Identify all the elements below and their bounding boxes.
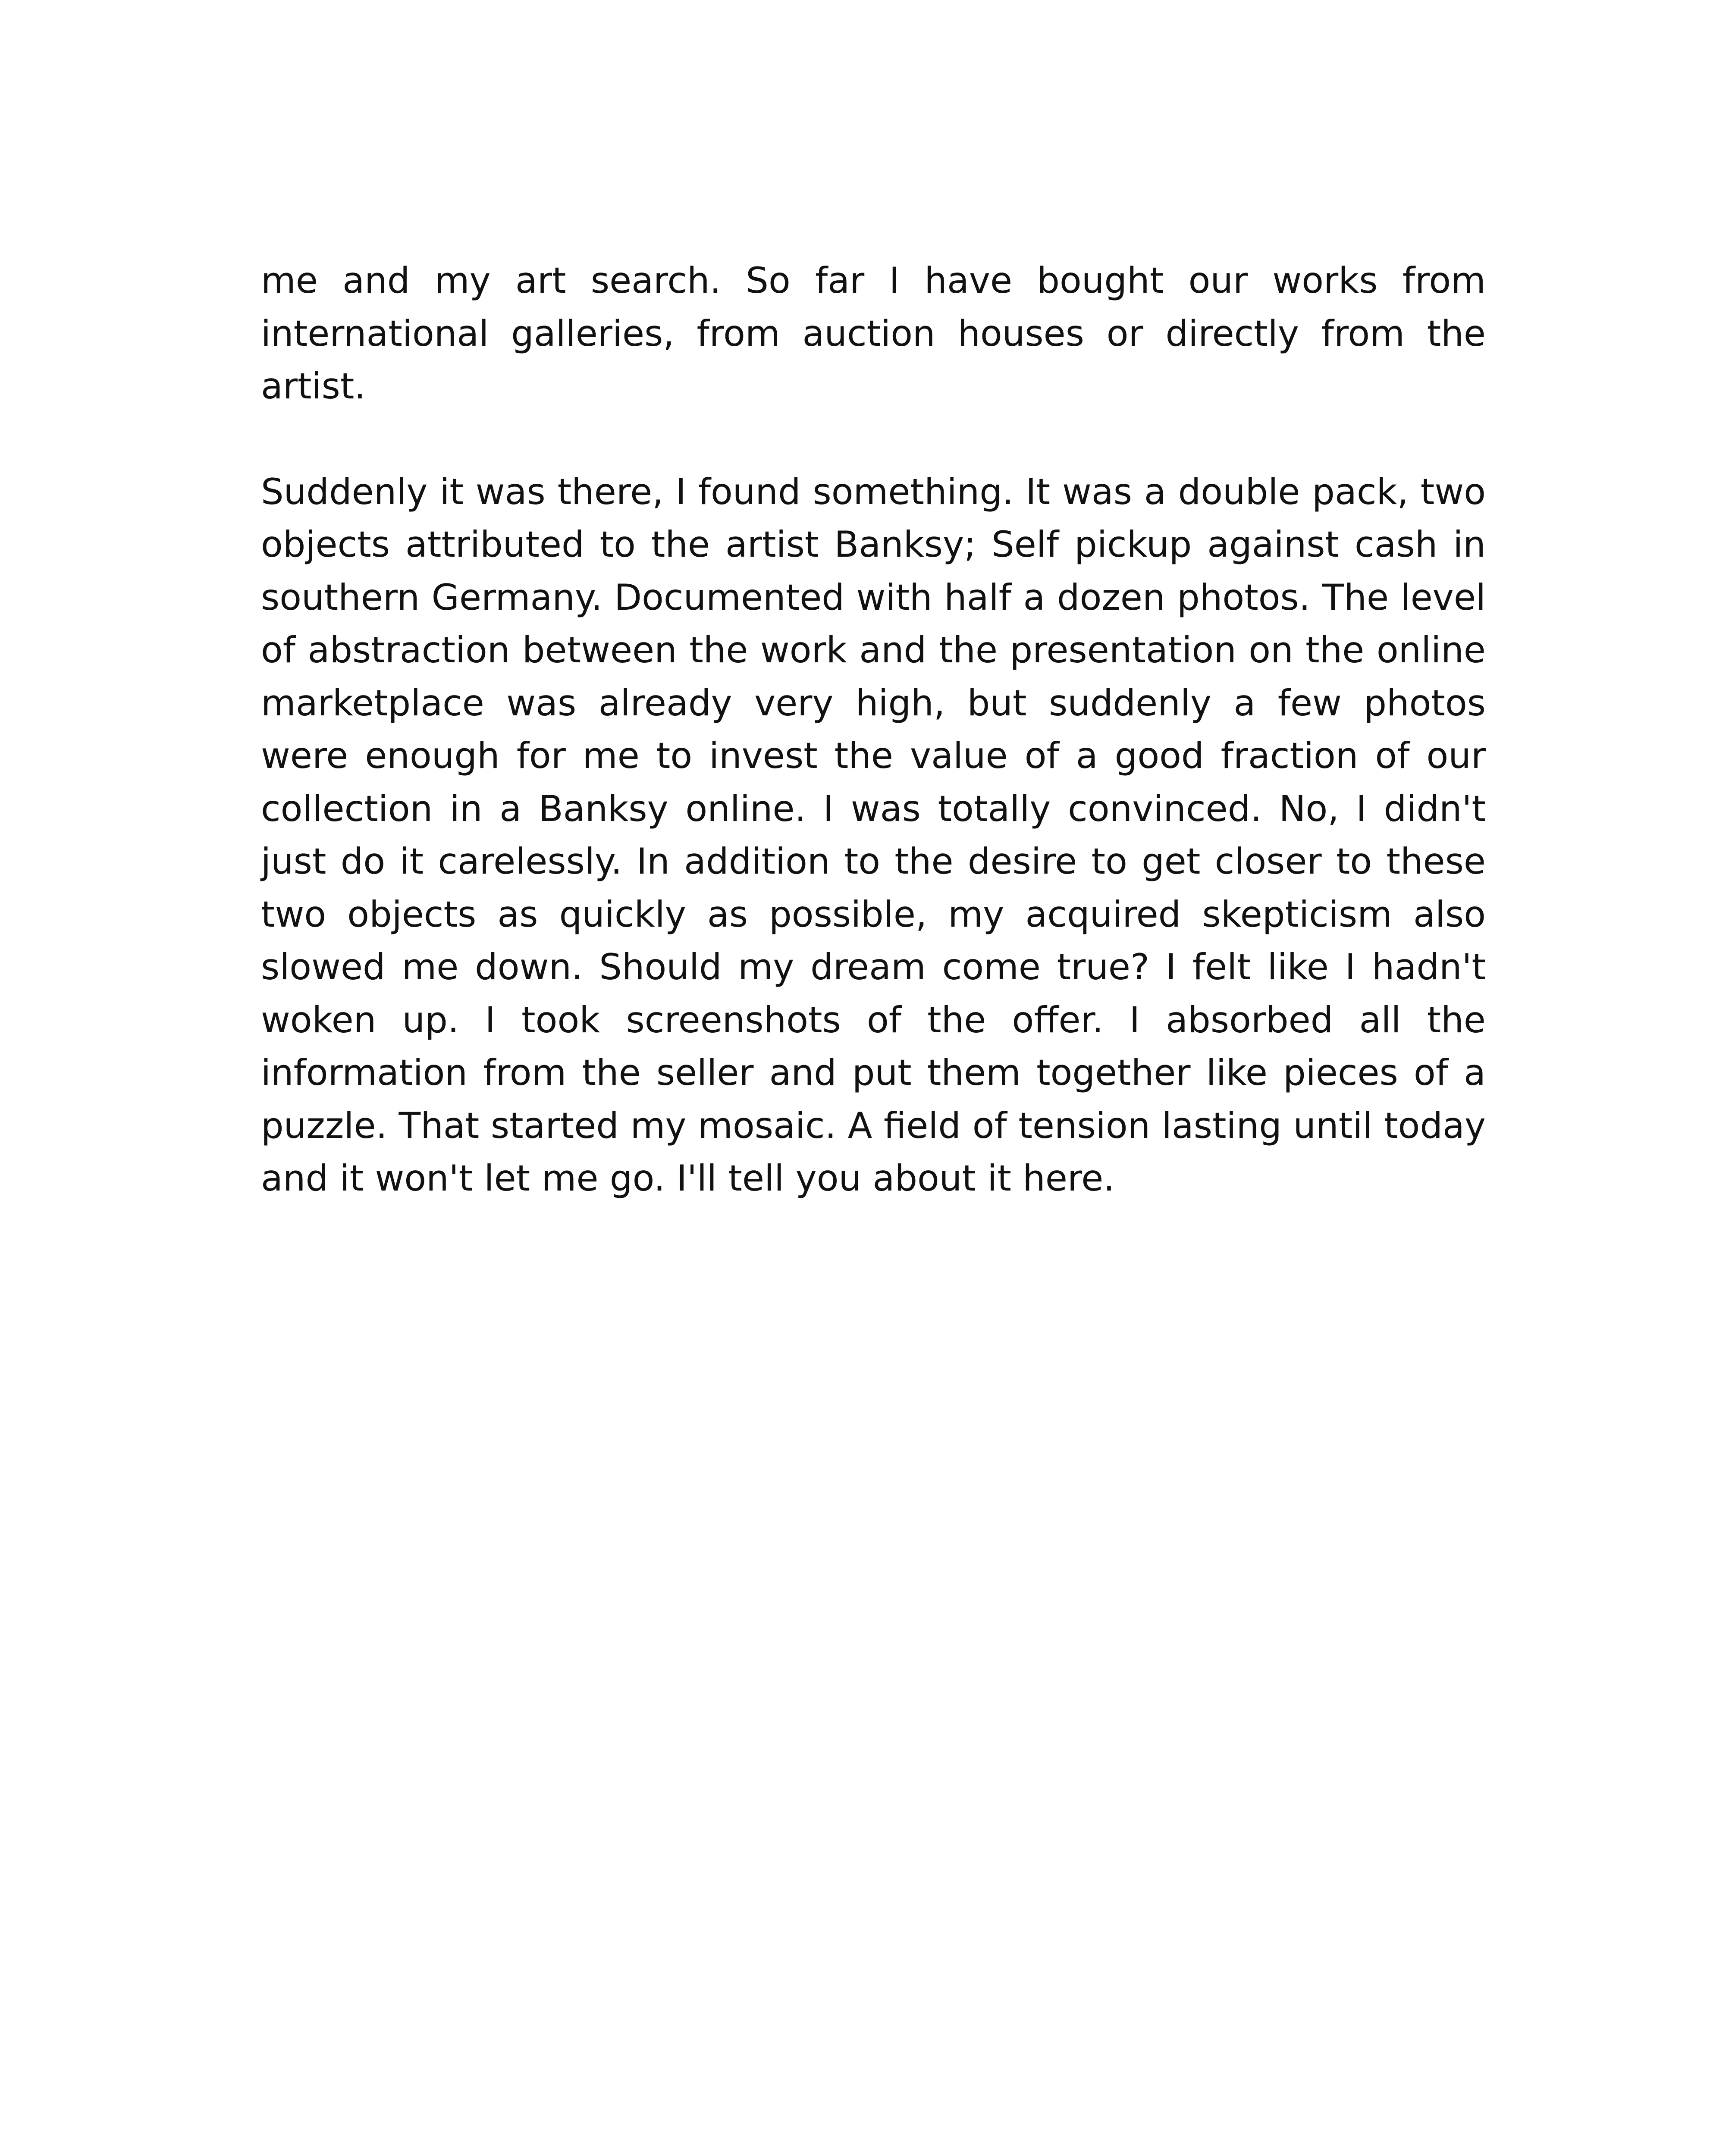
body-text [261,254,1486,1205]
paragraph-banksy-discovery: Suddenly it was there, I found something. It was a double pack, two objects attributed to the artist Banksy; Self pickup against cash in southern Germany. Documented with half a dozen photos. The level of abstraction between the work and the presentation on the online marketplace was already very high, but suddenly a few photos were enough for me to invest the value of a good fraction of our collection in a Banksy online. I was totally convinced. No, I didn't just do it carelessly. In addition to the desire to get closer to these two objects as quickly as possible, my acquired skepticism also slowed me down. Should my dream come true? I felt like I hadn't woken up. I took screenshots of the offer. I absorbed all the information from the seller and put them together like pieces of a puzzle. That started my mosaic. A field of tension lasting until today and it won't let me go. I'll tell you about it here. [261,470,1486,1199]
paragraph-art-search: me and my art search. So far I have bought our works from international galleries, from auction houses or directly from the artist. [261,260,1486,407]
